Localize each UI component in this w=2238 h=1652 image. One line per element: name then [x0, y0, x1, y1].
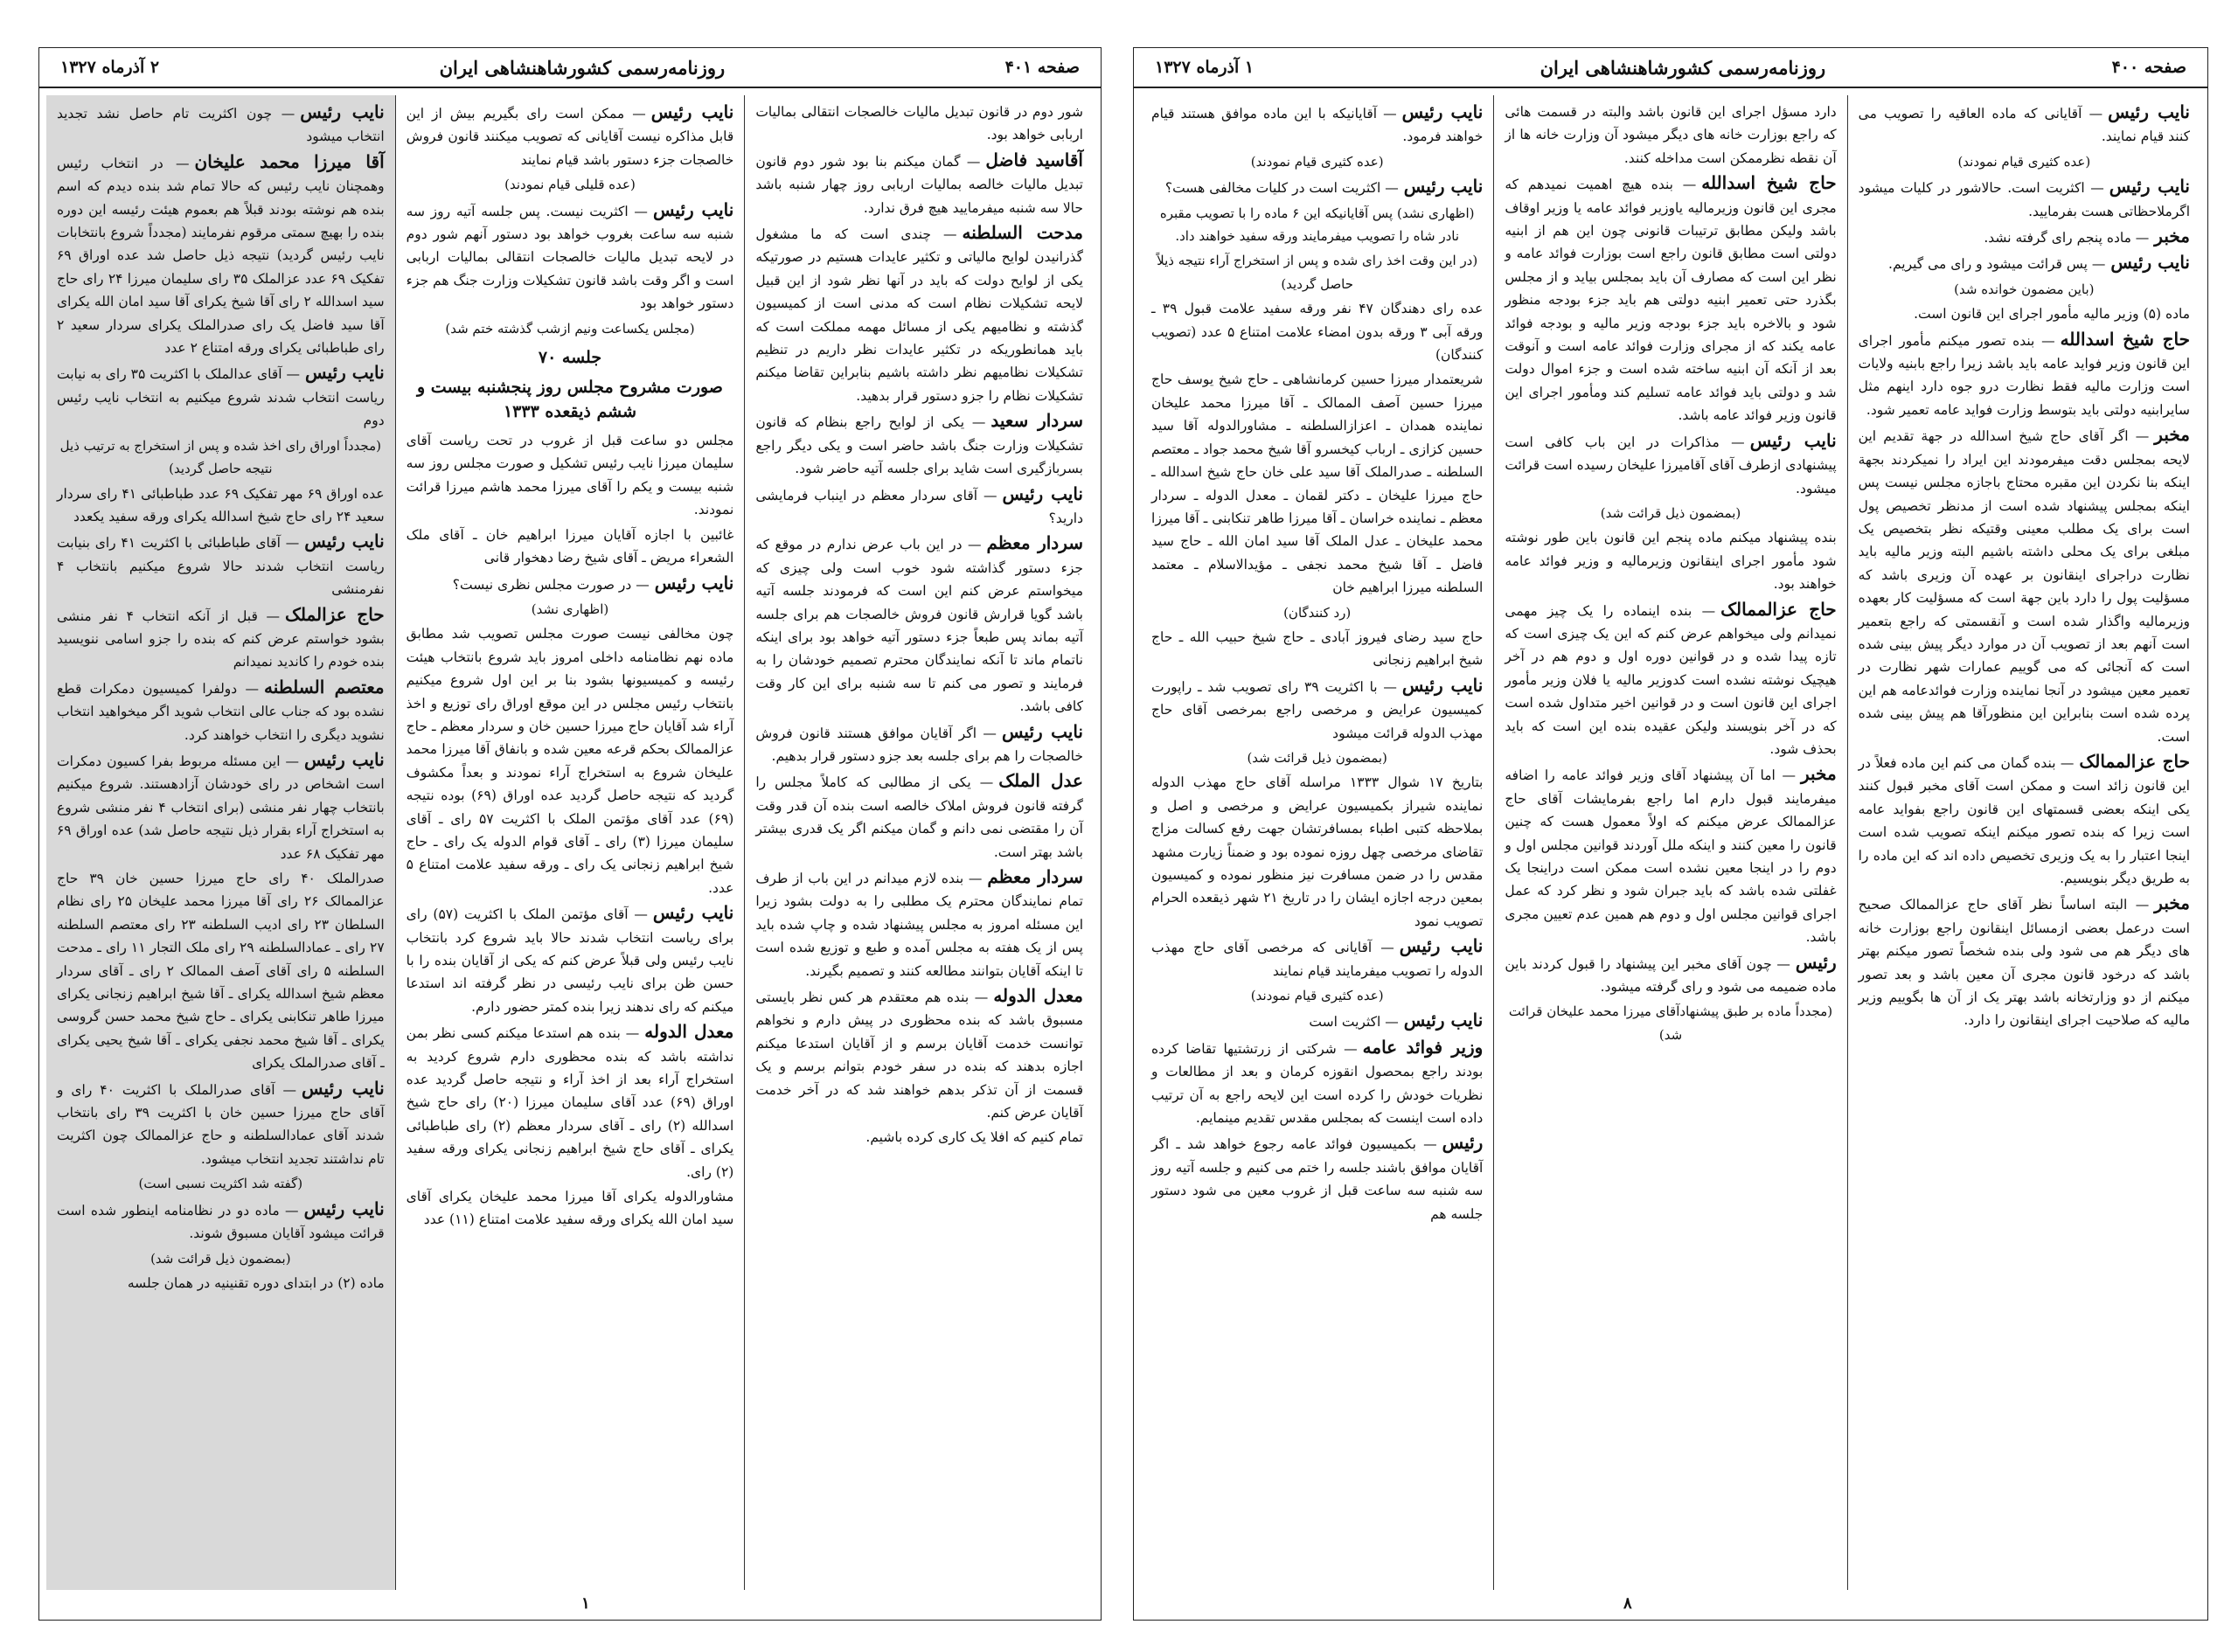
speaker-name: نایب رئیس — [2109, 176, 2191, 198]
paragraph — [755, 149, 1083, 219]
paragraph-text: — آقای عدالملک با اکثریت ۳۵ رای به نیابت ریاست انتخاب شدند شروع میکنیم به انتخاب نایب رئیس دوم — [56, 366, 385, 429]
paragraph-text: حاج سید رضای فیروز آبادی ـ حاج شیخ حبیب الله ـ حاج شیخ ابراهیم زنجانی — [1151, 628, 1484, 669]
procedural-note: (باین مضمون خوانده شد) — [1954, 281, 2095, 297]
newspaper-page-left — [38, 47, 1102, 1621]
paragraph-text: — بنده هم معتقدم هر کس نظر بایستی مسبوق باشد که بنده محظوری در پیش دارم و نخواهم توانست خدمت آقایان برسم و از آقایان استدعا میکنم اجازه بدهند که بنده در سفر خودم بتوانم برسم و یک قسمت از آن تذکر بدهم خواهند شد که در آخر خدمت آقایان عرض کنم. — [755, 989, 1083, 1121]
paragraph-text: — با اکثریت ۳۹ رای تصویب شد ـ راپورت کمیسیون عرایض و مرخصی راجع بمرخصی آقای حاج مهذب الدوله قرائت میشود — [1151, 678, 1484, 741]
paragraph-text: — بنده گمان می کنم این ماده فعلاً در این قانون زائد است و ممکن است آقای مخبر قبول کنند یکی اینکه بعضی قسمتهای این قانون راجع بفواید عامه است زیرا که بنده تصور میکنم اینکه تصویب شده است اینجا اعتبار را به یک وزیری تخصیص داده اند که این ماده را به طریق دیگر بنویسیم. — [1858, 754, 2190, 886]
paragraph-text: چون مخالفی نیست صورت مجلس تصویب شد مطابق ماده نهم نظامنامه داخلی امروز باید شروع بانتخاب هیئت رئیسه و کمیسیونها بشود بنا بر این اول شروع میکنیم بانتخاب رئیس مجلس در این موقع اوراق رای توزیع و اخذ آراء شد آقایان حاج میرزا حسین خان و سردار معظم ـ حاج عزالممالک بحکم قرعه معین شده و بانفاق آقا میرزا محمد علیخان شروع به استخراج آراء نمودند و بعداً مکشوف گردید که نتیجه حاصل گردید عده اوراق (۶۹) بوده نتیجه (۶۹) عدد آقای مؤتمن الملک با اکثریت ۵۷ رای ـ آقای سلیمان میرزا (۳) رای ـ آقای قوام الدوله یک رای ـ حاج شیخ ابراهیم زنجانی یک رای ـ ورقه سفید علامت امتناع ۵ عدد. — [406, 626, 734, 896]
paragraph-text: ماده (۲) در ابتدای دوره تقنینیه در همان جلسه — [127, 1274, 385, 1291]
paragraph — [1151, 175, 1483, 199]
paragraph — [407, 101, 734, 171]
paragraph — [407, 317, 734, 340]
paragraph — [1505, 1000, 1836, 1046]
paragraph — [755, 221, 1083, 407]
paragraph — [1151, 249, 1483, 295]
paragraph-text: بنده پیشنهاد میکنم ماده پنجم این قانون باین طور نوشته شود مأمور اجرای اینقانون وزیرمالیه و وزیر فوائد عامه خواهند بود. — [1505, 530, 1837, 593]
speaker-name: نایب رئیس — [304, 748, 385, 770]
procedural-note: (عده قلیلی قیام نمودند) — [504, 177, 636, 193]
speaker-name: نایب رئیس — [654, 572, 734, 593]
paragraph — [1859, 892, 2190, 1031]
paragraph — [755, 531, 1083, 718]
paragraph-text: — بکمیسیون فوائد عامه رجوع خواهد شد ـ اگر آقایان موافق باشند جلسه را ختم می کنیم و جلسه آتیه روز سه شنبه سه ساعت قبل از غروب معین می شود دستور جلسه هم — [1151, 1136, 1484, 1222]
paragraph-text: شور دوم در قانون تبدیل مالیات خالصجات انتقالی بمالیات اربابی خواهد بود. — [755, 104, 1083, 143]
column-3 — [1141, 95, 1493, 1590]
procedural-note: (رد کنندگان) — [1283, 604, 1352, 621]
page-columns — [1141, 95, 2200, 1590]
paragraph-text: — اگر آقایان موافق هستند قانون فروش خالصجات را هم برای جلسه بعد جزو دستور قرار بدهیم. — [755, 725, 1083, 764]
speaker-name: آقا میرزا محمد علیخان — [194, 150, 385, 172]
paragraph — [1859, 225, 2190, 249]
speaker-name: عدل الملک — [998, 770, 1083, 792]
paragraph — [57, 1077, 385, 1171]
paragraph — [407, 524, 734, 570]
speaker-name: معتصم السلطنه — [263, 676, 385, 698]
paragraph-text: — قبل از آنکه انتخاب ۴ نفر منشی بشود خواستم عرض کنم که بنده را جزو اسامی ننویسید بنده خودم را کاندید نمیدانم — [56, 607, 385, 670]
paragraph — [1505, 762, 1836, 948]
speaker-name: معدل الدوله — [993, 985, 1084, 1007]
paragraph — [755, 1126, 1083, 1149]
paragraph-text: — در صورت مجلس نظری نیست؟ — [452, 576, 650, 593]
speaker-name: نایب رئیس — [303, 1197, 385, 1219]
paragraph — [1151, 674, 1483, 745]
paragraph — [1151, 368, 1483, 599]
paragraph — [1505, 598, 1836, 761]
paragraph-text: — آقایانی که ماده العاقیه را تصویب می کنند قیام نمایند. — [1858, 106, 2190, 145]
paragraph — [407, 622, 734, 899]
paragraph — [57, 1247, 385, 1270]
procedural-note: (مجلس یکساعت ونیم ازشب گذشته ختم شد) — [445, 320, 695, 337]
speaker-name: مخبر — [2154, 226, 2190, 247]
speaker-name: نایب رئیس — [1002, 482, 1083, 504]
paragraph-text: مجلس دو ساعت قبل از غروب در تحت ریاست آقای سلیمان میرزا نایب رئیس تشکیل و صورت مجلس روز سه شنبه بیست و یکم را آقای میرزا محمد هاشم میرزا قرائت نمودند. — [406, 433, 734, 518]
header-page-number: صفحه ۴۰۰ — [2111, 58, 2186, 77]
paragraph — [407, 1020, 734, 1183]
paragraph-text: عده رای دهندگان ۴۷ نفر ورقه سفید علامت قبول ۳۹ ـ ورقه آبی ۳ ورقه بدون امضاء علامت امتناع ۵ عدد (تصویب کنندگان) — [1151, 301, 1484, 364]
paragraph-text: — در انتخاب رئیس وهمچنان نایب رئیس که حالا تمام شد بنده دیدم که اسم بنده هم نوشته بودند قبلاً هم بعموم هیئت رئیسه این دوره بنده را بهیچ سمتی مرقوم نفرمایند (مجدداً شروع بانتخابات نایب رئیس گردید) نتیجه ذیل حاصل شد عده اوراق ۶۹ تفکیک ۶۹ عدد عزالملک ۳۵ رای سلیمان میرزا ۲۴ رای حاج سید اسدالله ۲ رای آقا شیخ یکرای آقا سید امان الله یکرای آقا سید فاضل یک رای صدرالملک یکرای سردار سعید ۲ رای طباطبائی یکرای ورقه امتناع ۲ عدد — [56, 155, 385, 357]
paragraph-text: — بنده هیچ اهمیت نمیدهم که مجری این قانون وزیرمالیه یاوزیر فوائد عامه یا وزیر اوقاف باشد ولیکن مطابق ترتیبات قانونی چون این هم از ابنیه دولتی است مطابق قانون راجع است بوزارت فوائد عامه و نظر این است که مصارف آن باید بمجلس بیاید و از مجلس بگذرد حتی تعمیر ابنیه دولتی هم باید جزء بودجه منظور شود و بالاخره باید جزء بودجه وزیر مالیه و بودجه فوائد عامه یکند که از مجرای وزارت فوائد عامه است و آنوقت بعد از آنکه آن ابنیه ساخته شده است و جزء اموال دولت شد و دولتی باید فوائد عامه تسلیم کند ومأمور اجرای این قانون وزیر فوائد عامه باشد. — [1505, 177, 1837, 424]
paragraph — [57, 748, 385, 865]
paragraph-text: — اگر آقای حاج شیخ اسدالله در جهة تقدیم این لایحه بمجلس دقت میفرمودند این ایراد را نمیکردند بجهة اینکه بنا نکردن این مقبره محتاج باجازه مجلس نیست پس اینکه بمجلس پیشنهاد شده است از مدنظر تخصیص پول است برای یک مطلب معینی وقتیکه نظر بتخصیص یک مبلغی برای یک محلی داشته باشیم البته وزیر مالیه باید نظارت دراجرای اینقانون بر عهده آن وزیری باشد که مسؤلیت پول را دارد باین جهة است که مسؤلیت کار بعهده وزیرمالیه واگذار شده است و آنقسمتی که راجع بتعمیر است آنهم بعد از تصویب آن در موارد دیگر پیش بینی شده است که آنجائی که می گوییم عمارات شهر نظارت در تعمیر معین میشود در آنجا نماینده وزارت فوائدعامه هم این پرده شده است بنابراین این منظورآقا هم پیش بینی شده است. — [1858, 428, 2190, 745]
paragraph — [1859, 328, 2190, 422]
paragraph-text: — بنده هم استدعا میکنم کسی نظر بمن نداشته باشد که بنده محظوری دارم شروع کردید به استخراج آراء بعد از اخذ آراء و نتیجه حاصل گردید عده اوراق (۶۹) عدد آقای سلیمان میرزا (۲۰) رای حاج شیخ اسدالله (۲) رای ـ آقای سردار معظم (۲) رای طباطبائی یکرای ـ آقای حاج شیخ ابراهیم زنجانی یکرای ورقه سفید (۲) رای. — [406, 1025, 734, 1180]
paragraph — [57, 603, 385, 674]
speaker-name: رئیس — [1795, 951, 1837, 973]
paragraph-text: — ممکن است رای بگیریم بیش از این قابل مذاکره نیست آقایانی که تصویب میکنند قانون فروش خالصجات جزء دستور باشد قیام نمایند — [406, 106, 734, 168]
paragraph — [1151, 934, 1483, 982]
paragraph — [1505, 101, 1836, 170]
paragraph — [407, 598, 734, 621]
paragraph-text: — آقایانیکه با این ماده موافق هستند قیام خواهند فرمود. — [1151, 106, 1484, 145]
header-date: ۲ آذرماه ۱۳۲۷ — [60, 58, 160, 77]
speaker-name: نایب رئیس — [1403, 1010, 1484, 1031]
paragraph — [407, 173, 734, 196]
paragraph-text: — در این باب عرض ندارم در موقع که جزء دستور گذاشته شود خوب است ولی چیزی که میخواستم عرض کنم این است که فرمودند جلسه آتیه باشد گویا قرارش قانون فروش خالصجات هم برای جلسه آتیه بماند پس طبعاً جزء دستور آتیه خواهد بود برای اینکه ناتمام ماند تا آنکه نمایندگان محترم تصمیم خودشان را به فرمایند و تصور می کنم تا سه شنبه برای این کار وقت کافی باشد. — [755, 537, 1083, 715]
paragraph-text: — بنده اینماده را یک چیز مهمی نمیدانم ولی میخواهم عرض کنم که این یک چیزی است که تازه پیدا شده و در قوانین دوره اول و دوم هم در آخر هیچیک نوشته نشده است کدوزیر مالیه یا فلان وزیر مأمور اجرای این قانون است و در قوانین اخیر متداول شده است که در آخر بنویسند ولیکن عقیده بنده این است که باید بحذف شود. — [1505, 602, 1837, 757]
paragraph — [1151, 601, 1483, 624]
paragraph-text: — آقای طباطبائی با اکثریت ۴۱ رای بنیابت ریاست انتخاب شدند حالا شروع میکنیم بانتخاب ۴ نفرمنشی — [56, 535, 385, 598]
paragraph — [1859, 175, 2190, 223]
speaker-name: حاج عزالملک — [284, 603, 385, 625]
paragraph — [57, 1172, 385, 1195]
paragraph — [1505, 951, 1836, 999]
paragraph-text: — یکی از لوایح راجع بنظام که قانون تشکیلات وزارت جنگ باشد حاضر است و یکی دیگر راجع بسربازگیری است شاید برای جلسه آتیه حاضر شود. — [755, 414, 1083, 477]
paragraph — [57, 361, 385, 432]
paragraph-text: تمام کنیم که افلا یک کاری کرده باشیم. — [865, 1129, 1083, 1146]
speaker-name: نایب رئیس — [652, 902, 734, 924]
paragraph-text: — یکی از مطالبی که کاملاً مجلس را گرفته قانون فروش املاک خالصه است بنده آن قدر وقت آن را مقتضی نمی دانم و گمان میکنم اگر یک قدری بیشتر باشد بهتر است. — [755, 774, 1083, 860]
speaker-name: نایب رئیس — [652, 198, 734, 220]
procedural-note: (عده کثیری قیام نمودند) — [1250, 153, 1384, 170]
paragraph — [57, 1272, 385, 1295]
speaker-name: آقاسید فاضل — [985, 149, 1083, 170]
paragraph — [1505, 502, 1836, 524]
column-2 — [395, 95, 745, 1590]
header-title: روزنامه‌رسمی کشورشاهنشاهی ایران — [439, 56, 726, 79]
paragraph — [407, 901, 734, 1018]
column-1 — [1847, 95, 2200, 1590]
paragraph — [755, 984, 1083, 1124]
speaker-name: نایب رئیس — [2110, 252, 2190, 274]
paragraph-text: — چندی است که ما مشغول گذرانیدن لوایح مالیاتی و تکثیر عایدات هستیم در صورتیکه یکی از لوایح دولت که باید در آنها نظر شود از این قبیل لایحه تشکیلات نظام است که مدنی است از کمیسیون گذشته و نظامیهم یکی از مسائل مهمه مملکت است که باید همانطوریکه در تکثیر عایدات نظر داریم در تنظیم تشکیلات نظامیهم نظر داشته باشیم بنابراین تقاضا میکنم تشکیلات نظام را جزو دستور قرار بدهید. — [755, 226, 1083, 404]
speaker-name: نایب رئیس — [1403, 176, 1484, 198]
page-header — [39, 48, 1101, 88]
header-title: روزنامه‌رسمی کشورشاهنشاهی ایران — [1539, 56, 1826, 79]
speaker-name: نایب رئیس — [305, 362, 385, 384]
paragraph-text: شریعتمدار میرزا حسین کرمانشاهی ـ حاج شیخ یوسف حاج میرزا حسین آصف الممالک ـ آقا میرزا محمد علیخان نماینده همدان ـ اعزازالسلطنه ـ مشاورالدوله آقا سید حسین کزازی ـ ارباب کیخسرو آقا شیخ محمد جواد ـ معتصم السلطنه ـ صدرالملک آقا سید علی خان حاج شیخ اسدالله ـ حاج میرزا علیخان ـ دکتر لقمان ـ معدل الدوله ـ سردار معظم ـ نماینده خراسان ـ آقا میرزا طاهر تنکابنی ـ آقا میرزا محمد علیخان ـ عدل الملک آقا سید امان الله ـ حاج سید فاضل ـ آقا شیخ محمد نجفی ـ مؤیدالاسلام ـ معتمد السلطنه میرزا ابراهیم خان — [1151, 371, 1484, 596]
procedural-note: (عده کثیری قیام نمودند) — [1250, 988, 1384, 1004]
paragraph-text: — ماده پنجم رای گرفته نشد. — [1984, 230, 2150, 246]
speaker-name: وزیر فوائد عامه — [1362, 1036, 1484, 1058]
paragraph — [1151, 746, 1483, 769]
paragraph — [755, 865, 1083, 982]
paragraph — [57, 101, 385, 149]
paragraph — [1859, 423, 2190, 748]
paragraph-text: — چون اکثریت تام حاصل نشد تجدید انتخاب میشود — [56, 106, 385, 145]
speaker-name: نایب رئیس — [1399, 935, 1484, 957]
paragraph — [57, 150, 385, 360]
paragraph — [57, 482, 385, 529]
paragraph — [1859, 302, 2190, 325]
speaker-name: سردار معظم — [987, 866, 1083, 887]
header-date: ۱ آذرماه ۱۳۲۷ — [1155, 58, 1255, 77]
column-3 — [46, 95, 395, 1590]
paragraph — [755, 482, 1083, 531]
procedural-note: (مجدداً ماده بر طبق پیشنهادآقای میرزا محمد علیخان قرائت شد) — [1508, 1003, 1833, 1043]
paragraph-text: — دولفرا کمیسیون دمکرات قطع نشده بود که جناب عالی انتخاب شوید اگر میخواهید انتخاب نشوید دیگری را انتخاب خواهند کرد. — [56, 680, 385, 743]
paragraph-text: — اکثریت است — [1309, 1014, 1399, 1031]
procedural-note: (اظهاری نشد) — [531, 600, 609, 617]
header-page-number: صفحه ۴۰۱ — [1004, 58, 1080, 77]
paragraph-text: — مذاکرات در این باب کافی است پیشنهادی ازطرف آقای آقامیرزا علیخان رسیده است قرائت میشود. — [1505, 434, 1837, 496]
paragraph — [755, 409, 1083, 480]
speaker-name: مدحت السلطنه — [962, 222, 1083, 244]
paragraph-text: — بنده تصور میکنم مأمور اجرای این قانون وزیر فواید عامه باید باشد زیرا راجع بابنیه ولایات است وزارت مالیه فقط نظارت درو جوه دارد اینهم مثل سایرابنیه دولتی باید بتوسط وزارت فواید عامه تعمیر شود. — [1858, 332, 2190, 418]
speaker-name: سردار سعید — [990, 410, 1083, 432]
paragraph — [1859, 101, 2190, 149]
column-2 — [1493, 95, 1846, 1590]
procedural-note: (بمضمون ذیل قرائت شد) — [150, 1250, 291, 1267]
paragraph-text: بتاریخ ۱۷ شوال ۱۳۳۳ مراسله آقای حاج مهذب الدوله نماینده شیراز بکمیسیون عرایض و مرخصی و اصل و بملاحظه کتبی اطباء بمسافرتشان جهت رفع کسالت مزاج تقاضای مرخصی چهل روزه نموده بود و ضمناً زیارت مشهد مقدس را در ضمن مسافرت نیز منظور نموده و کمیسیون بمعین درجه اجازه ایشان را در تاریخ ۲۱ شهر ذیقعده الحرام تصویب نمود — [1151, 774, 1484, 929]
speaker-name: نایب رئیس — [304, 531, 385, 552]
paragraph-text: — اما آن پیشنهاد آقای وزیر فوائد عامه را اضافه میفرمایند قبول دارم اما راجع بفرمایشات آقای حاج عزالممالک عرض میکنم که اولاً معمول هست که چنین قانون را معین کنند و اینکه ملل آوردند قوانین مجلس اول و دوم را در اینجا معین نشده است ممکن است دراینجا یک غفلتی شده باشد که باید جبران شود و نظر کرد که عمل اجرای قوانین مجلس اول و دوم هم همین عدم تعیین مجری باشد. — [1505, 767, 1837, 946]
speaker-name: نایب رئیس — [302, 1077, 385, 1099]
paragraph-text: — اکثریت است. حالاشور در کلیات میشود اگرملاحظاتی هست بفرمایید. — [1858, 180, 2190, 219]
paragraph — [57, 676, 385, 746]
speaker-name: مخبر — [1800, 763, 1837, 785]
paragraph — [1151, 1131, 1483, 1225]
paragraph-text: — این مسئله مربوط بفرا کسیون دمکرات است اشخاص در رای خودشان آزادهستند. شروع میکنیم بانتخاب چهار نفر منشی (برای انتخاب ۴ نفر منشی شروع به استخراج آراء بقرار ذیل نتیجه حاصل شد) عده اوراق ۶۹ مهر تفکیک ۶۸ عدد — [56, 753, 385, 862]
paragraph — [1151, 1009, 1483, 1033]
paragraph — [407, 429, 734, 522]
speaker-name: نایب رئیس — [2108, 101, 2190, 122]
page-number-footer: ۱ — [581, 1594, 590, 1613]
paragraph — [1151, 1036, 1483, 1130]
speaker-name: حاج عزالممالک — [2079, 750, 2190, 772]
speaker-name: معدل الدوله — [644, 1021, 734, 1043]
paragraph-text: — آقایانی که مرخصی آقای حاج مهذب الدوله را تصویب میفرمایند قیام نمایند — [1151, 940, 1484, 979]
session-heading: صورت مشروح مجلس روز پنجشنبه بیست و ششم ذیقعده ۱۳۳۳ — [417, 378, 723, 422]
procedural-note: (بمضمون ذیل قرائت شد) — [1600, 504, 1741, 521]
paragraph — [755, 769, 1083, 864]
paragraph-text: — پس قرائت میشود و رای می گیریم. — [1888, 256, 2106, 273]
paragraph — [1859, 278, 2190, 301]
paragraph-text: — چون آقای مخبر این پیشنهاد را قبول کردند باین ماده ضمیمه می شود و رای گرفته میشود. — [1505, 955, 1837, 996]
paragraph — [1859, 150, 2190, 173]
paragraph-text: غائبین با اجازه آقایان میرزا ابراهیم خان ـ آقای ملک الشعراء مریض ـ آقای شیخ رضا دهخوار قانی — [406, 526, 734, 566]
paragraph — [1151, 771, 1483, 933]
paragraph-text: دارد مسؤل اجرای این قانون باشد والبته در قسمت هائی که راجع بوزارت خانه های دیگر میشود آن وزارت خانه ها از آن نقطه نظرممکن است مداخله کنند. — [1505, 104, 1837, 166]
session-heading: جلسه ۷۰ — [538, 348, 602, 368]
page-header — [1134, 48, 2207, 88]
paragraph — [1151, 984, 1483, 1007]
paragraph — [407, 1185, 734, 1232]
paragraph-text: — اکثریت نیست. پس جلسه آتیه روز سه شنبه سه ساعت بغروب خواهد بود دستور آنهم شور دوم در لایحه تبدیل مالیات خالصجات انتقالی بمالیات اربابی است و اگر وقت باشد قانون تشکیلات وزارت جنگ هم جزء دستور خواهد بود — [406, 203, 734, 312]
speaker-name: نایب رئیس — [1749, 429, 1837, 451]
paragraph — [1505, 526, 1836, 595]
paragraph — [1505, 429, 1836, 500]
paragraph-text: — آقای سردار معظم در اینباب فرمایشی دارید؟ — [755, 487, 1083, 526]
paragraph — [57, 867, 385, 1075]
page-columns — [46, 95, 1094, 1590]
paragraph-text: — البته اساساً نظر آقای حاج عزالممالک صحیح است درعمل بعضی ازمسائل اینقانون راجع بوزارت خانه های دیگر هم می شود ولی بنده شخصاً تصور میکنم بهتر باشد که درخود قانون مجری آن معین باشد و بعد تصور میکنم از دو وزارتخانه باشد بهتر یک از آن ها بگوییم وزیر مالیه که صلاحیت اجرای اینقانون را دارد. — [1858, 897, 2190, 1029]
procedural-note: (مجدداً اوراق رای اخذ شده و پس از استخراج به ترتیب ذیل نتیجه حاصل گردید) — [59, 437, 381, 477]
paragraph — [1151, 202, 1483, 248]
paragraph — [57, 1197, 385, 1246]
paragraph-text: — گمان میکنم بنا بود شور دوم قانون تبدیل مالیات خالصه بمالیات اربابی روز چهار شنبه باشد حالا سه شنبه میفرمایید هیچ فرق ندارد. — [755, 153, 1083, 216]
column-1 — [744, 95, 1094, 1590]
speaker-name: مخبر — [2154, 424, 2190, 446]
paragraph-text: مشاورالدوله یکرای آقا میرزا محمد علیخان یکرای آقای سید امان الله یکرای ورقه سفید علامت امتناع (۱۱) عدد — [406, 1189, 734, 1228]
speaker-name: نایب رئیس — [650, 101, 734, 122]
speaker-name: نایب رئیس — [1001, 720, 1083, 742]
speaker-name: رئیس — [1442, 1132, 1484, 1154]
procedural-note: (عده کثیری قیام نمودند) — [1957, 153, 2091, 170]
paragraph-text: صدرالملک ۴۰ رای حاج میرزا حسین خان ۳۹ حاج عزالممالک ۲۶ رای آقا میرزا محمد علیخان ۲۵ رای نظام السلطان ۲۳ رای ادیب السلطنه ۲۳ رای معتصم السلطنه ۲۷ رای ـ عمادالسلطنه ۲۹ رای ملک التجار ۱۱ رای ـ مدحت السلطنه ۵ رای آقای آصف الممالک ۲ رای ـ آقای سردار معظم شیخ اسدالله یکرای ـ آقا شیخ ابراهیم زنجانی یکرای میرزا طاهر تنکابنی یکرای ـ حاج شیخ محمد حسن گروسی یکرای ـ آقا شیخ محمد نجفی یکرای ـ آقا شیخ یحیی یکرای ـ آقای صدرالملک یکرای — [56, 871, 385, 1072]
paragraph — [1151, 297, 1483, 366]
paragraph-text: عده اوراق ۶۹ مهر تفکیک ۶۹ عدد طباطبائی ۴۱ رای سردار سعید ۲۴ رای حاج شیخ اسدالله یکرای ورقه سفید یکعدد — [56, 485, 385, 524]
speaker-name: مخبر — [2154, 892, 2190, 914]
paragraph-text: — بنده لازم میدانم در این باب از طرف تمام نمایندگان محترم یک مطلبی را به دولت بشود زیرا این مسئله امروز به مجلس پیشنهاد شده و چاپ شده باید پس از یک هفته به مجلس آمده و طبع و توزیع شده است تا اینکه آقایان بتوانند مطالعه کنند و تصمیم بگیرند. — [755, 871, 1083, 979]
paragraph — [1859, 750, 2190, 890]
paragraph-text: — آقای صدرالملک با اکثریت ۴۰ رای و آقای حاج میرزا حسین خان با اکثریت ۳۹ رای بانتخاب شدند آقای عمادالسلطنه و حاج عزالممالک چون اکثریت تام نداشتند تجدید انتخاب میشود. — [56, 1081, 385, 1167]
page-number-footer: ۸ — [1623, 1594, 1632, 1613]
paragraph — [57, 530, 385, 600]
paragraph — [1151, 101, 1483, 149]
paragraph — [57, 434, 385, 481]
newspaper-page-right — [1133, 47, 2208, 1621]
paragraph — [407, 198, 734, 316]
speaker-name: سردار معظم — [986, 532, 1083, 554]
procedural-note: (اظهاری نشد) پس آقایانیکه این ۶ ماده را با تصویب مقبره نادر شاه را تصویب میفرمایند ورقه سفید خواهند داد. — [1159, 205, 1475, 245]
paragraph — [755, 720, 1083, 768]
paragraph-text: — اکثریت است در کلیات مخالفی هست؟ — [1164, 180, 1399, 197]
speaker-name: حاج شیخ اسدالله — [1701, 172, 1837, 194]
paragraph — [1151, 626, 1483, 672]
paragraph-text: ماده (۵) وزیر مالیه مأمور اجرای این قانون است. — [1914, 306, 2190, 323]
speaker-name: حاج شیخ اسدالله — [2060, 328, 2190, 350]
paragraph-text: — ماده دو در نظامنامه اینطور شده است قرائت میشود آقایان مسبوق شوند. — [56, 1202, 385, 1242]
paragraph-text: — آقای مؤتمن الملک با اکثریت (۵۷) رای برای ریاست انتخاب شدند حالا باید شروع کرد بانتخاب نایب رئیس ولی قبلاً عرض کنم که یکی از آقایان بنده را با حسن ظن برای نایب رئیسی در نظر گرفته اند استدعا میکنم که رای ندهند زیرا بنده کمتر حضور دارم. — [406, 906, 734, 1015]
paragraph — [755, 101, 1083, 147]
procedural-note: (بمضمون ذیل قرائت شد) — [1247, 749, 1387, 766]
paragraph — [1151, 150, 1483, 173]
speaker-name: نایب رئیس — [1401, 101, 1484, 122]
procedural-note: (در این وقت اخذ رای شده و پس از استخراج آراء نتیجه ذیلاً حاصل گردید) — [1157, 253, 1478, 292]
speaker-name: حاج عزالممالک — [1720, 598, 1837, 620]
paragraph — [1505, 171, 1836, 427]
paragraph-text: — شرکتی از زرتشتیها تقاضا کرده بودند راجع بمحصول انقوزه کرمان و بعد از مطالعات و نظریات خودش را کرده است این لایحه راجع به آن ترتیب داده است اینست که بمجلس مقدس تقدیم مینمایم. — [1151, 1040, 1484, 1127]
procedural-note: (گفته شد اکثریت نسبی است) — [138, 1176, 303, 1192]
speaker-name: نایب رئیس — [300, 101, 385, 122]
paragraph — [1859, 251, 2190, 275]
paragraph — [407, 572, 734, 596]
speaker-name: نایب رئیس — [1401, 674, 1484, 696]
